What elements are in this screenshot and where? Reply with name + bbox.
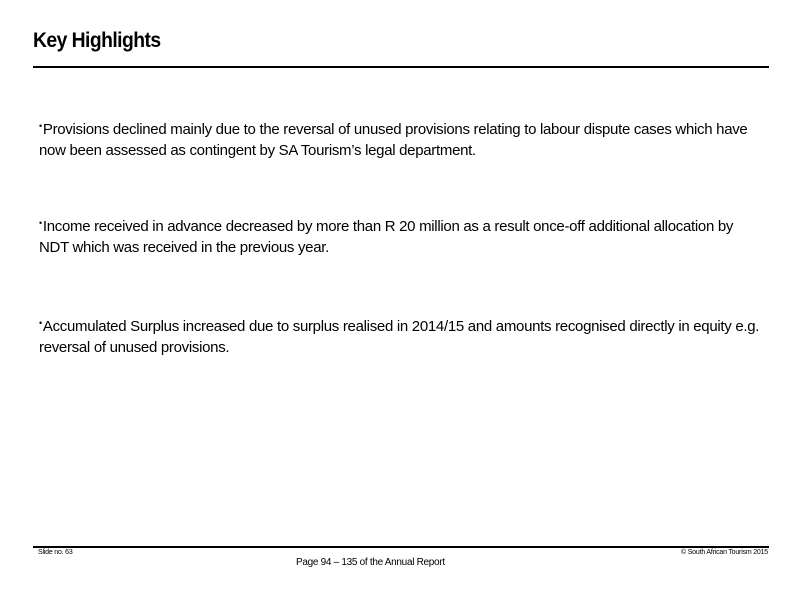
slide-number: Slide no. 63	[38, 549, 73, 556]
title-divider	[33, 66, 769, 68]
copyright-notice: © South African Tourism 2015	[681, 549, 768, 556]
bullet-marker: •	[39, 121, 42, 131]
page-reference: Page 94 – 135 of the Annual Report	[296, 557, 445, 568]
bullet-text: Income received in advance decreased by more than R 20 million as a result once-off additional allocation by NDT which was received in the previous year.	[39, 218, 734, 256]
bullet-marker: •	[39, 218, 42, 228]
footer-divider	[33, 546, 769, 548]
bullet-marker: •	[39, 318, 42, 328]
bullet-text: Provisions declined mainly due to the reversal of unused provisions relating to labour dispute cases which have now been assessed as contingent by SA Tourism’s legal department.	[39, 121, 748, 159]
bullet-item-income	[39, 213, 763, 258]
bullet-text: Accumulated Surplus increased due to surplus realised in 2014/15 and amounts recognised directly in equity e.g. reversal of unused provisions.	[39, 318, 760, 356]
slide-title: Key Highlights	[33, 29, 161, 52]
bullet-item-surplus	[39, 313, 763, 358]
bullet-item-provisions	[39, 116, 763, 161]
